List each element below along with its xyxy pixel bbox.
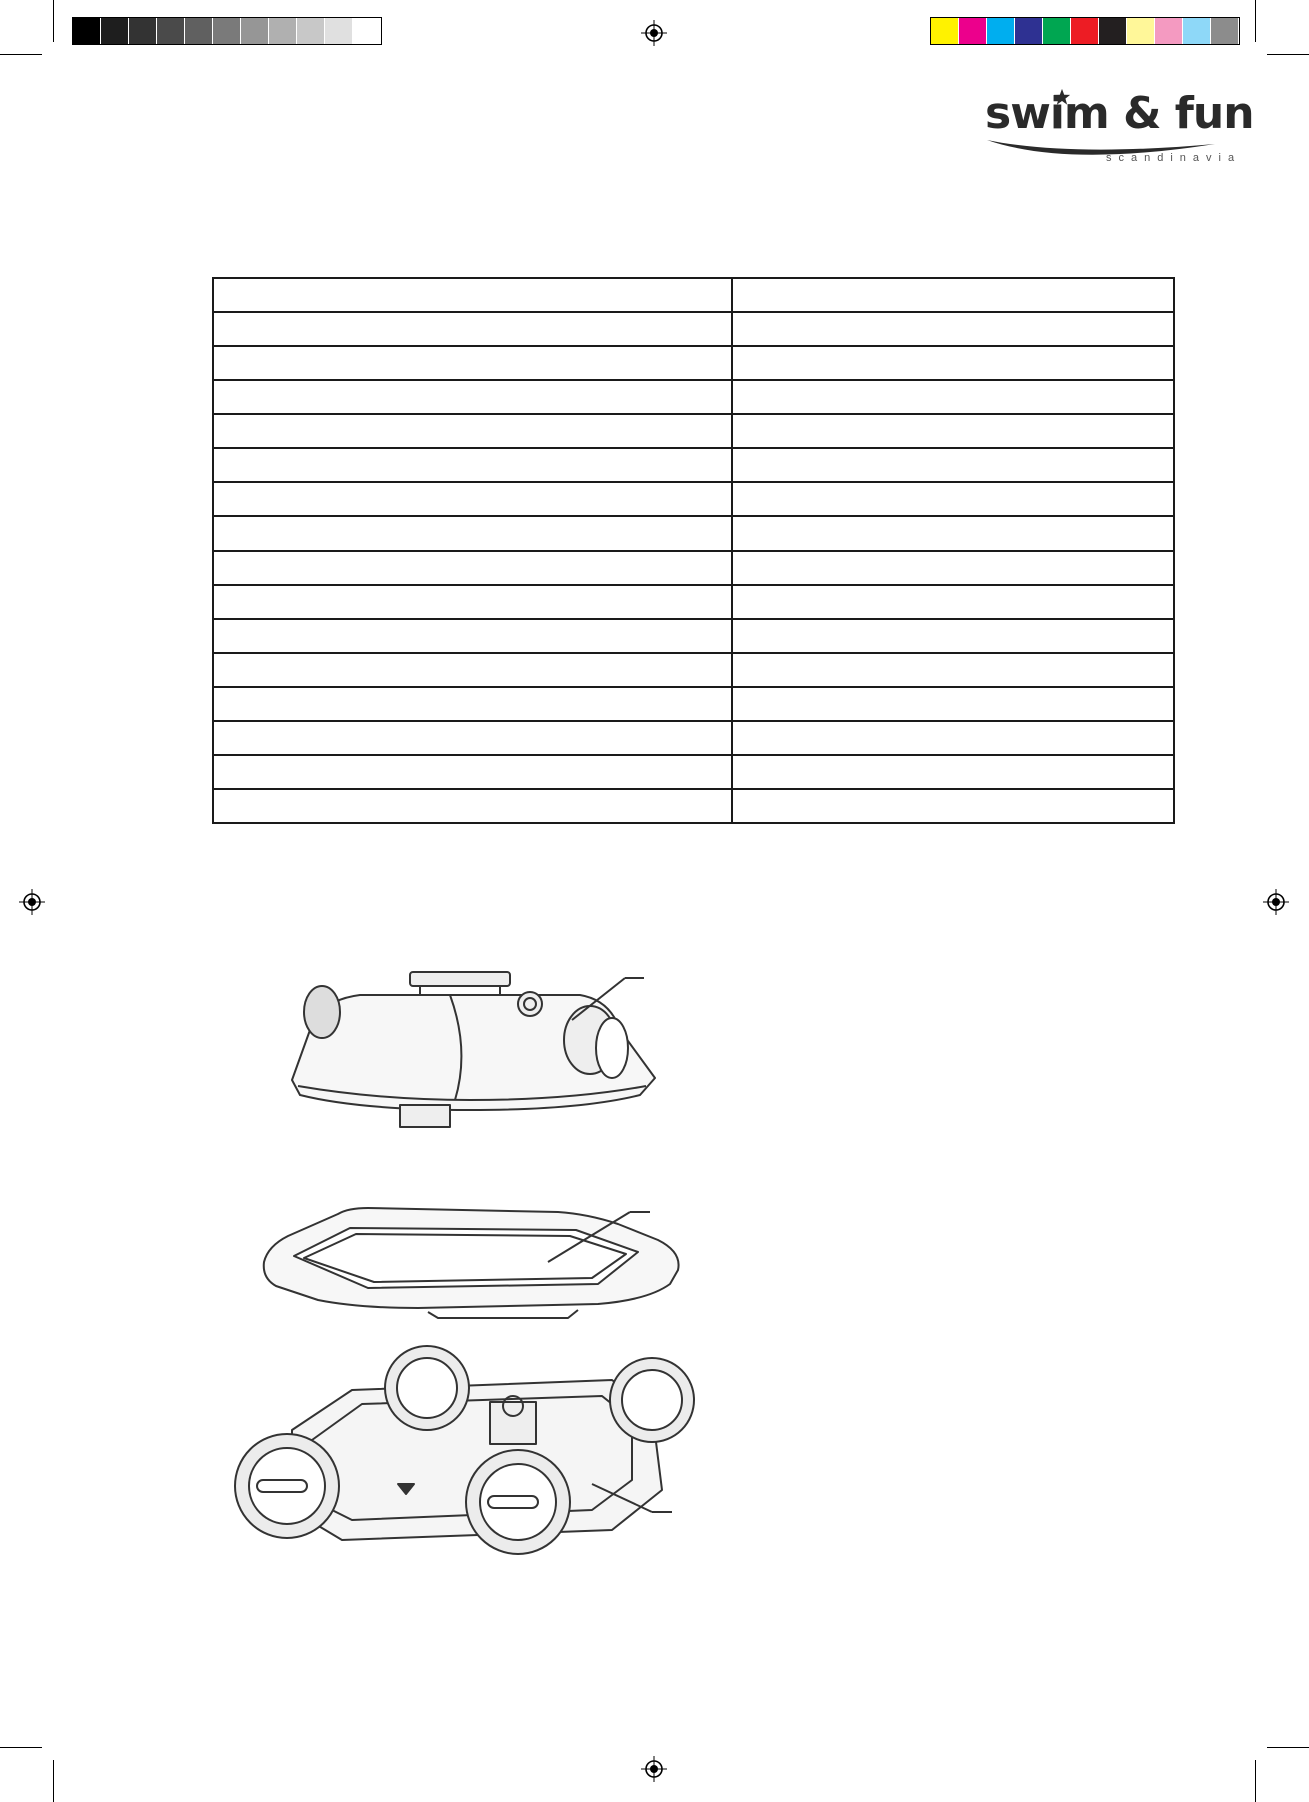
calibration-swatch bbox=[1183, 18, 1211, 44]
table-row bbox=[213, 755, 1174, 789]
calibration-swatch bbox=[1155, 18, 1183, 44]
table-row bbox=[213, 585, 1174, 619]
table-cell bbox=[732, 585, 1174, 619]
table-row bbox=[213, 721, 1174, 755]
table-row bbox=[213, 789, 1174, 823]
calibration-swatch bbox=[987, 18, 1015, 44]
table-cell bbox=[732, 312, 1174, 346]
table-row bbox=[213, 346, 1174, 380]
calibration-swatch bbox=[213, 18, 241, 44]
table-cell bbox=[213, 551, 732, 585]
table-row bbox=[213, 653, 1174, 687]
calibration-swatch bbox=[101, 18, 129, 44]
table-row bbox=[213, 551, 1174, 585]
registration-mark-icon bbox=[641, 20, 667, 46]
calibration-swatch bbox=[353, 18, 381, 44]
table-cell bbox=[732, 755, 1174, 789]
table-cell bbox=[213, 687, 732, 721]
calibration-swatch bbox=[1043, 18, 1071, 44]
calibration-swatch bbox=[297, 18, 325, 44]
calibration-swatch bbox=[1211, 18, 1239, 44]
table-cell bbox=[213, 721, 732, 755]
table-cell bbox=[732, 278, 1174, 312]
calibration-swatch bbox=[959, 18, 987, 44]
table-cell bbox=[732, 346, 1174, 380]
table-row bbox=[213, 516, 1174, 550]
table-cell bbox=[732, 380, 1174, 414]
brand-tagline: scandinavia bbox=[1106, 152, 1242, 164]
table-cell bbox=[213, 619, 732, 653]
calibration-swatch bbox=[269, 18, 297, 44]
table-cell bbox=[213, 653, 732, 687]
table-cell bbox=[732, 687, 1174, 721]
gray-calibration-bar bbox=[72, 17, 382, 45]
table-row bbox=[213, 278, 1174, 312]
calibration-swatch bbox=[1071, 18, 1099, 44]
table-cell bbox=[213, 585, 732, 619]
top-cover-illustration bbox=[280, 960, 660, 1140]
table-cell bbox=[732, 551, 1174, 585]
table-row bbox=[213, 687, 1174, 721]
calibration-swatch bbox=[931, 18, 959, 44]
registration-mark-icon bbox=[1263, 889, 1289, 915]
table-cell bbox=[213, 312, 732, 346]
table-row bbox=[213, 312, 1174, 346]
calibration-swatch bbox=[129, 18, 157, 44]
table-row bbox=[213, 414, 1174, 448]
brand-name: swim & fun bbox=[985, 88, 1254, 139]
chassis-illustration bbox=[232, 1340, 722, 1570]
table-cell bbox=[732, 448, 1174, 482]
calibration-swatch bbox=[157, 18, 185, 44]
calibration-swatch bbox=[1127, 18, 1155, 44]
table-cell bbox=[213, 448, 732, 482]
color-calibration-bar bbox=[930, 17, 1240, 45]
calibration-swatch bbox=[185, 18, 213, 44]
registration-mark-icon bbox=[641, 1756, 667, 1782]
table-cell bbox=[213, 789, 732, 823]
table-cell bbox=[213, 755, 732, 789]
table-cell bbox=[213, 482, 732, 516]
calibration-swatch bbox=[1015, 18, 1043, 44]
calibration-swatch bbox=[73, 18, 101, 44]
table-cell bbox=[732, 653, 1174, 687]
table-row bbox=[213, 380, 1174, 414]
table-row bbox=[213, 448, 1174, 482]
table-cell bbox=[213, 346, 732, 380]
table-row bbox=[213, 619, 1174, 653]
table-cell bbox=[732, 619, 1174, 653]
spec-table bbox=[212, 277, 1175, 824]
table-cell bbox=[213, 414, 732, 448]
calibration-swatch bbox=[325, 18, 353, 44]
table-cell bbox=[213, 278, 732, 312]
calibration-swatch bbox=[1099, 18, 1127, 44]
table-cell bbox=[213, 516, 732, 550]
table-cell bbox=[732, 721, 1174, 755]
registration-mark-icon bbox=[19, 889, 45, 915]
table-row bbox=[213, 482, 1174, 516]
table-cell bbox=[732, 414, 1174, 448]
table-cell bbox=[732, 789, 1174, 823]
table-cell bbox=[213, 380, 732, 414]
filter-frame-illustration bbox=[258, 1200, 688, 1330]
calibration-swatch bbox=[241, 18, 269, 44]
table-cell bbox=[732, 516, 1174, 550]
table-cell bbox=[732, 482, 1174, 516]
